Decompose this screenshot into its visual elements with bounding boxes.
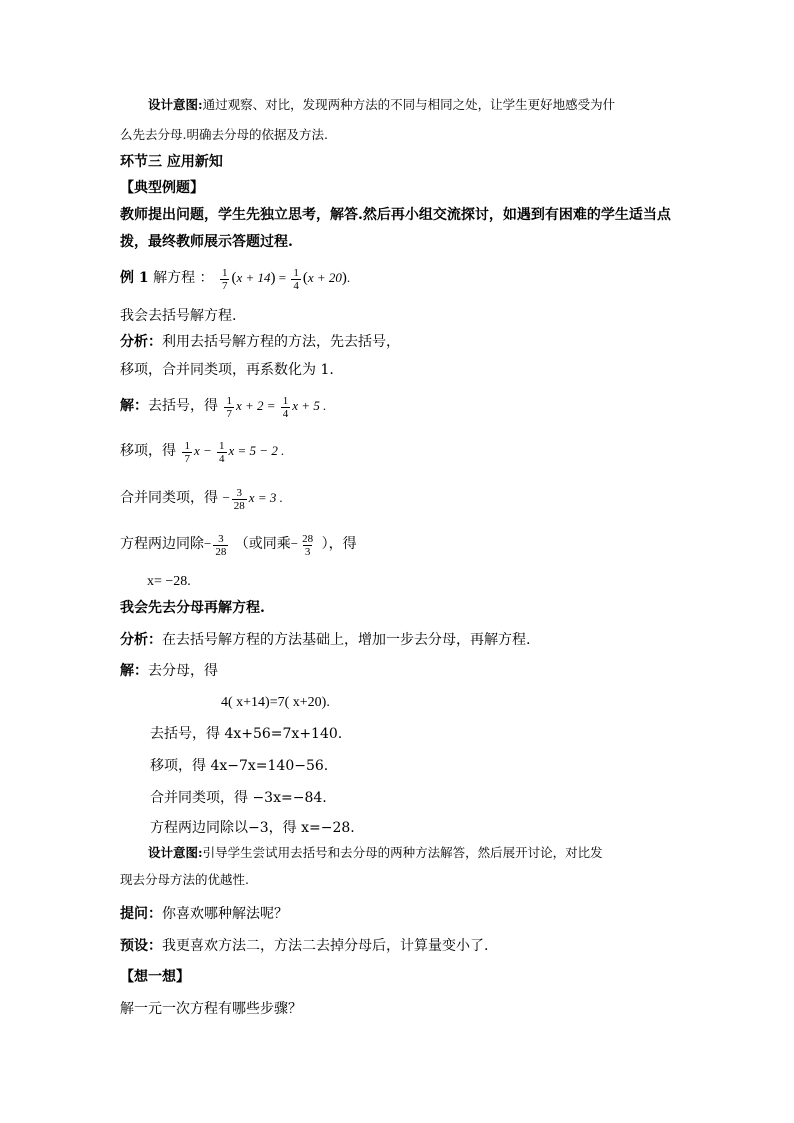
solution-2-step-4: 方程两边同除以−3，得 x=−28. bbox=[150, 820, 355, 836]
design-intent-2-line-2: 现去分母方法的优越性. bbox=[120, 872, 249, 887]
section-title: 环节三 应用新知 bbox=[120, 154, 223, 170]
example-1 bbox=[120, 264, 350, 292]
example-label: 例 1 bbox=[120, 270, 149, 286]
fraction: $\frac{1}{4}$ bbox=[293, 266, 299, 292]
preset: 预设：我更喜欢方法二，方法二去掉分母后，计算量变小了. bbox=[120, 938, 489, 954]
design-intent-label: 设计意图: bbox=[148, 845, 203, 860]
solution-2-equation: 4( x+14)=7( x+20). bbox=[221, 695, 330, 710]
solution-2-intro: 解：去分母，得 bbox=[120, 663, 218, 679]
solution-label: 解： bbox=[120, 398, 148, 414]
example-equation: $\frac{1}{7}$ (x + 14) = $\frac{1}{4}$ (x + 20). bbox=[221, 266, 351, 292]
example-text: 解方程 ： bbox=[153, 270, 214, 286]
solution-1-step-3: 合并同类项，得 − $\frac{3}{28}$ x = 3 . bbox=[120, 484, 283, 512]
solution-2-step-1: 去括号，得 4x+56=7x+140. bbox=[150, 726, 343, 742]
preset-label: 预设： bbox=[120, 938, 162, 954]
solution-2-step-3: 合并同类项，得 −3x=−84. bbox=[150, 790, 327, 806]
analysis-1-line-2: 移项，合并同类项，再系数化为 1. bbox=[120, 362, 334, 378]
design-intent-text: 通过观察、对比，发现两种方法的不同与相同之处，让学生更好地感受为什 bbox=[202, 97, 616, 112]
teacher-paragraph-line-1: 教师提出问题，学生先独立思考，解答.然后再小组交流探讨，如遇到有困难的学生适当点 bbox=[120, 207, 671, 223]
analysis-label: 分析： bbox=[120, 632, 162, 648]
solution-1-step-2: 移项，得 $\frac{1}{7}$ x − $\frac{1}{4}$ x = 5 − 2 . bbox=[120, 437, 284, 465]
analysis-label: 分析： bbox=[120, 334, 162, 350]
design-intent-2-line-1: 设计意图:引导学生尝试用去括号和去分母的两种方法解答，然后展开讨论，对比发 bbox=[148, 845, 603, 860]
step-1-equation: $\frac{1}{7}$ x + 2 = $\frac{1}{4}$ x + 5 . bbox=[226, 394, 327, 420]
analysis-2: 分析：在去括号解方程的方法基础上，增加一步去分母，再解方程. bbox=[120, 632, 531, 648]
solution-1-step-4: 方程两边同除− $\frac{3}{28}$ （或同乘− $\frac{28}{3}$ ），得 bbox=[120, 530, 357, 558]
fraction: $\frac{1}{7}$ bbox=[221, 266, 228, 292]
solution-1-step-1: 解：去括号，得 $\frac{1}{7}$ x + 2 = $\frac{1}{4}$ x + 5 . bbox=[120, 392, 326, 420]
design-intent-line-2: 么先去分母.明确去分母的依据及方法. bbox=[120, 127, 328, 142]
design-intent-line-1 bbox=[148, 95, 615, 115]
multiplier-fraction: − $\frac{28}{3}$ bbox=[290, 532, 314, 558]
think-heading: 【想一想】 bbox=[120, 969, 190, 985]
solution-2-step-2: 移项，得 4x−7x=140−56. bbox=[150, 758, 329, 774]
method-1-title: 我会去括号解方程. bbox=[120, 308, 237, 324]
design-intent-label: 设计意图: bbox=[148, 97, 203, 112]
divisor-fraction: − $\frac{3}{28}$ bbox=[204, 532, 227, 558]
question: 提问：你喜欢哪种解法呢？ bbox=[120, 906, 288, 922]
final-question: 解一元一次方程有哪些步骤？ bbox=[120, 1001, 302, 1017]
teacher-paragraph-line-2: 拨，最终教师展示答题过程. bbox=[120, 234, 293, 250]
step-3-equation: − $\frac{3}{28}$ x = 3 . bbox=[222, 486, 283, 512]
method-2-title: 我会先去分母再解方程. bbox=[120, 600, 265, 616]
analysis-1-line-1: 分析：利用去括号解方程的方法，先去括号， bbox=[120, 334, 400, 350]
question-label: 提问： bbox=[120, 906, 162, 922]
solution-1-result: x= −28. bbox=[147, 574, 191, 589]
typical-examples-heading: 【典型例题】 bbox=[120, 180, 204, 196]
step-2-equation: $\frac{1}{7}$ x − $\frac{1}{4}$ x = 5 − 2 . bbox=[184, 439, 285, 465]
solution-label: 解： bbox=[120, 663, 148, 679]
